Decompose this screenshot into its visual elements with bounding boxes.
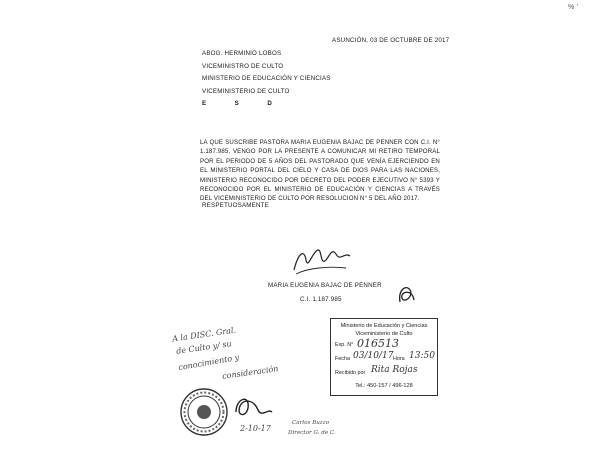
letter-body: LA QUE SUSCRIBE PASTORA MARIA EUGENIA BAJAC DE PENNER CON C.I. N° 1.187.985, VENGO POR LA PRESENTE A COMUNICAR MI RETIRO TEMPORAL POR EL PERIODO DE 5 AÑOS DEL PASTORADO QUE VENÍA EJERCIENDO EN EL MINISTERIO PORTAL DEL CIELO Y CASA DE DIOS PARA LAS NACIONES, MINISTERIO RECONOCIDO POR DECRETO DEL PODER EJECUTIVO N° 5393 Y RECONOCIDO POR EL MINISTERIO DE EDUCACIÓN Y CIENCIAS A TRAVÉS DEL VICEMINISTERIO DE CULTO POR RESOLUCION N° 5 DEL AÑO 2017.: [200, 139, 440, 203]
recipient-department: VICEMINISTERIO DE CULTO: [202, 88, 290, 95]
stamp-expte-value: 016513: [357, 337, 399, 350]
stamp-line-2: Viceministerio de Culto: [355, 331, 413, 337]
signatory-ci: C.I. 1.187.985: [300, 296, 342, 303]
note-line-1: A la DISC. Gral.: [171, 325, 237, 344]
note-date: 2-10-17: [240, 424, 271, 433]
place-date: ASUNCIÓN, 03 DE OCTUBRE DE 2017: [332, 37, 450, 44]
stamp-expte-label: Exp. N°: [335, 342, 354, 348]
esd-line: [202, 100, 272, 107]
corner-mark: % ’: [568, 4, 579, 11]
stamp-phone: Tel.: 450-157 / 496-128: [355, 383, 413, 389]
esd-s: S: [234, 100, 239, 107]
signatory-name: MARIA EUGENIA BAJAC DE PENNER: [268, 282, 382, 289]
esd-e: E: [202, 100, 207, 107]
official-seal: [178, 386, 230, 438]
note-line-3: conocimiento y: [177, 352, 240, 373]
stamp-recibido-label: Recibido por: [335, 370, 366, 376]
signature-image: [288, 240, 358, 280]
note-line-4: consideración: [221, 364, 279, 381]
esd-d: D: [267, 100, 272, 107]
closing-text: RESPETUOSAMENTE: [202, 202, 269, 209]
recipient-name: ABOG. HERMINIO LOBOS: [202, 50, 282, 57]
director-name: Carlos Buzzo: [292, 420, 330, 426]
director-signature: [232, 390, 276, 424]
recipient-ministry: MINISTERIO DE EDUCACIÓN Y CIENCIAS: [202, 75, 331, 82]
director-role: Director G. de C.: [288, 430, 336, 436]
stamp-hora-value: 13:50: [409, 351, 435, 361]
stamp-hora-label: Hora: [393, 356, 405, 362]
reception-stamp: [330, 318, 438, 396]
initials-mark: [396, 282, 418, 308]
stamp-recibido-value: Rita Rojas: [371, 365, 418, 375]
recipient-title: VICEMINISTRO DE CULTO: [202, 63, 284, 70]
note-line-2: de Culto y/ su: [175, 339, 233, 356]
stamp-fecha-value: 03/10/17: [353, 351, 394, 361]
stamp-fecha-label: Fecha: [335, 356, 350, 362]
stamp-line-1: Ministerio de Educación y Ciencias: [340, 323, 428, 329]
